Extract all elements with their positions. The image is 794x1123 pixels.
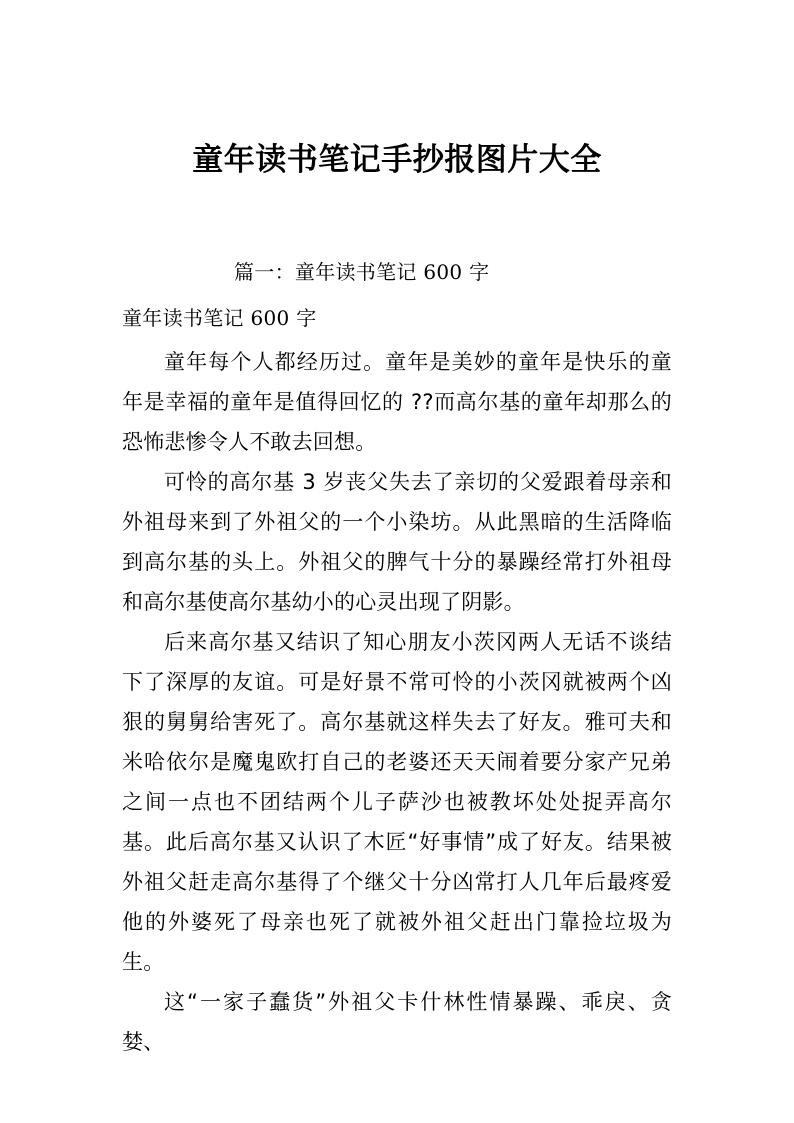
sub-heading: 童年读书笔记 600 字 bbox=[122, 306, 317, 330]
body-paragraph-1: 童年每个人都经历过。童年是美妙的童年是快乐的童年是幸福的童年是值得回忆的 ??而高尔基的童年却那么的恐怖悲惨令人不敢去回想。 bbox=[122, 350, 672, 454]
document-body bbox=[122, 0, 672, 1062]
page-title: 童年读书笔记手抄报图片大全 bbox=[192, 142, 602, 178]
section-heading: 篇一：童年读书笔记 600 字 bbox=[234, 260, 490, 284]
body-paragraph-3: 后来高尔基又结识了知心朋友小茨冈两人无话不谈结下了深厚的友谊。可是好景不常可怜的小茨冈就被两个凶狠的舅舅给害死了。高尔基就这样失去了好友。雅可夫和米哈依尔是魔鬼欧打自己的老婆还天天闹着要分家产兄弟之间一点也不团结两个儿子萨沙也被教坏处处捉弄高尔基。此后高尔基又认识了木匠“好事情”成了好友。结果被外祖父赶走高尔基得了个继父十分凶常打人几年后最疼爱他的外婆死了母亲也死了就被外祖父赶出门靠捡垃圾为生。 bbox=[122, 630, 672, 974]
body-paragraph-2: 可怜的高尔基 3 岁丧父失去了亲切的父爱跟着母亲和外祖母来到了外祖父的一个小染坊。从此黑暗的生活降临到高尔基的头上。外祖父的脾气十分的暴躁经常打外祖母和高尔基使高尔基幼小的心灵出现了阴影。 bbox=[122, 470, 672, 614]
body-paragraph-4: 这“一家子蠢货”外祖父卡什林性情暴躁、乖戾、贪婪、 bbox=[122, 990, 672, 1054]
